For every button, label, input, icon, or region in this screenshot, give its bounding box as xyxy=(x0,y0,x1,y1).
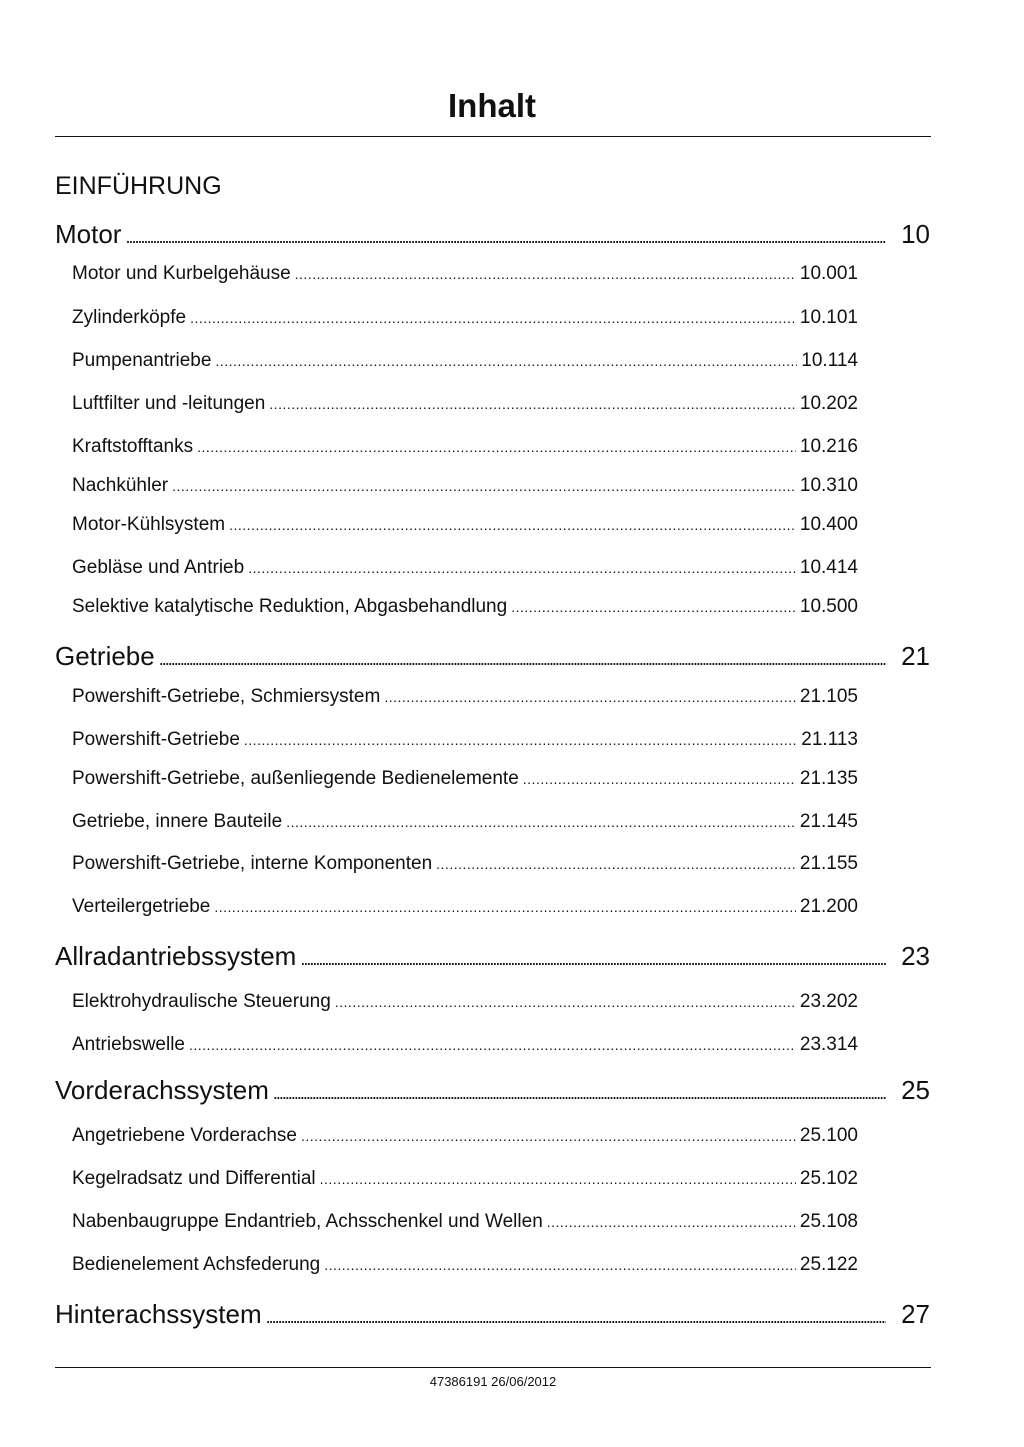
dot-leader xyxy=(300,943,886,975)
toc-chapter-page: 27 xyxy=(901,1299,930,1329)
toc-chapter-page: 21 xyxy=(901,641,930,671)
dot-leader xyxy=(214,895,796,919)
toc-section[interactable] xyxy=(72,262,858,286)
toc-section-page: 21.113 xyxy=(801,729,858,750)
toc-section-page: 21.200 xyxy=(799,896,858,917)
toc-section-label: Bedienelement Achsfederung xyxy=(72,1254,321,1275)
toc-chapter-label: Getriebe xyxy=(55,641,155,671)
toc-chapter-vorderachssystem[interactable] xyxy=(55,1074,930,1109)
dot-leader xyxy=(172,474,796,498)
dot-leader xyxy=(159,643,886,675)
toc-section-label: Elektrohydraulische Steuerung xyxy=(72,991,331,1012)
footer-rule xyxy=(55,1367,931,1368)
dot-leader xyxy=(215,349,797,373)
toc-section-label: Angetriebene Vorderachse xyxy=(72,1125,297,1146)
toc-section[interactable] xyxy=(72,513,858,537)
toc-section-label: Gebläse und Antrieb xyxy=(72,557,245,578)
toc-section-page: 10.202 xyxy=(799,393,858,414)
toc-section-label: Nabenbaugruppe Endantrieb, Achsschenkel und Wellen xyxy=(72,1211,543,1232)
footer-doc-id: 47386191 26/06/2012 xyxy=(429,1374,557,1389)
dot-leader xyxy=(301,1124,796,1148)
toc-section[interactable] xyxy=(72,1210,858,1234)
dot-leader xyxy=(266,1301,886,1333)
toc-section-page: 23.314 xyxy=(799,1034,858,1055)
toc-section-label: Selektive katalytische Reduktion, Abgasbehandlung xyxy=(72,596,508,617)
toc-section-label: Motor-Kühlsystem xyxy=(72,514,226,535)
toc-section[interactable] xyxy=(72,852,858,876)
toc-chapter-allradantriebssystem[interactable] xyxy=(55,940,930,975)
toc-section-page: 10.400 xyxy=(799,514,858,535)
dot-leader xyxy=(436,852,796,876)
dot-leader xyxy=(244,728,797,752)
toc-chapter-label: Hinterachssystem xyxy=(55,1299,262,1329)
toc-section[interactable] xyxy=(72,595,858,619)
toc-section-page: 10.500 xyxy=(799,596,858,617)
toc-section[interactable] xyxy=(72,306,858,330)
toc-section-page: 25.122 xyxy=(799,1254,858,1275)
dot-leader xyxy=(511,595,796,619)
toc-section[interactable] xyxy=(72,685,858,709)
toc-chapter-page: 23 xyxy=(901,941,930,971)
toc-section-page: 10.114 xyxy=(801,350,858,371)
toc-section-page: 21.145 xyxy=(799,811,858,832)
toc-chapter-getriebe[interactable] xyxy=(55,640,930,675)
dot-leader xyxy=(295,262,796,286)
toc-section-page: 10.310 xyxy=(799,475,858,496)
dot-leader xyxy=(320,1167,796,1191)
toc-section[interactable] xyxy=(72,1124,858,1148)
dot-leader xyxy=(384,685,796,709)
dot-leader xyxy=(190,306,796,330)
toc-section[interactable] xyxy=(72,1167,858,1191)
toc-section-label: Zylinderköpfe xyxy=(72,307,187,328)
dot-leader xyxy=(189,1033,796,1057)
toc-section-page: 10.001 xyxy=(799,263,858,284)
dot-leader xyxy=(273,1077,886,1109)
toc-section-label: Pumpenantriebe xyxy=(72,350,212,371)
dot-leader xyxy=(269,392,796,416)
toc-section-page: 10.101 xyxy=(799,307,858,328)
toc-section-page: 25.102 xyxy=(799,1168,858,1189)
toc-section[interactable] xyxy=(72,556,858,580)
dot-leader xyxy=(286,810,796,834)
toc-section-label: Powershift-Getriebe xyxy=(72,729,240,750)
toc-chapter-hinterachssystem[interactable] xyxy=(55,1298,930,1333)
toc-section[interactable] xyxy=(72,1033,858,1057)
toc-section[interactable] xyxy=(72,1253,858,1277)
dot-leader xyxy=(197,435,796,459)
toc-section-label: Verteilergetriebe xyxy=(72,896,211,917)
toc-chapter-motor[interactable] xyxy=(55,218,930,253)
intro-heading: EINFÜHRUNG xyxy=(55,172,222,200)
toc-section-page: 21.155 xyxy=(799,853,858,874)
toc-section[interactable] xyxy=(72,810,858,834)
dot-leader xyxy=(229,513,796,537)
toc-section-label: Powershift-Getriebe, interne Komponenten xyxy=(72,853,433,874)
toc-section[interactable] xyxy=(72,728,858,752)
toc-section-label: Antriebswelle xyxy=(72,1034,185,1055)
dot-leader xyxy=(248,556,796,580)
toc-section[interactable] xyxy=(72,895,858,919)
dot-leader xyxy=(547,1210,796,1234)
toc-section-label: Powershift-Getriebe, Schmiersystem xyxy=(72,686,381,707)
toc-section-label: Powershift-Getriebe, außenliegende Bedienelemente xyxy=(72,768,519,789)
toc-section[interactable] xyxy=(72,435,858,459)
toc-section-label: Motor und Kurbelgehäuse xyxy=(72,263,291,284)
toc-chapter-label: Vorderachssystem xyxy=(55,1075,269,1105)
toc-chapter-page: 25 xyxy=(901,1075,930,1105)
toc-chapter-page: 10 xyxy=(901,219,930,249)
toc-section-label: Getriebe, innere Bauteile xyxy=(72,811,283,832)
toc-section-page: 10.414 xyxy=(799,557,858,578)
toc-section-page: 21.135 xyxy=(799,768,858,789)
toc-section[interactable] xyxy=(72,349,858,373)
toc-section-label: Luftfilter und -leitungen xyxy=(72,393,266,414)
toc-section-label: Kraftstofftanks xyxy=(72,436,194,457)
toc-section-label: Kegelradsatz und Differential xyxy=(72,1168,316,1189)
dot-leader xyxy=(523,767,796,791)
toc-chapter-label: Allradantriebssystem xyxy=(55,941,297,971)
toc-section[interactable] xyxy=(72,990,858,1014)
dot-leader xyxy=(324,1253,796,1277)
toc-chapter-label: Motor xyxy=(55,219,122,249)
toc-section[interactable] xyxy=(72,474,858,498)
toc-section-label: Nachkühler xyxy=(72,475,169,496)
header-rule xyxy=(55,136,931,137)
toc-section-page: 10.216 xyxy=(799,436,858,457)
toc-section[interactable] xyxy=(72,392,858,416)
dot-leader xyxy=(125,221,886,253)
dot-leader xyxy=(335,990,796,1014)
toc-section-page: 21.105 xyxy=(799,686,858,707)
toc-section-page: 23.202 xyxy=(799,991,858,1012)
page-title: Inhalt xyxy=(448,87,536,124)
toc-section-page: 25.108 xyxy=(799,1211,858,1232)
toc-section-page: 25.100 xyxy=(799,1125,858,1146)
toc-section[interactable] xyxy=(72,767,858,791)
